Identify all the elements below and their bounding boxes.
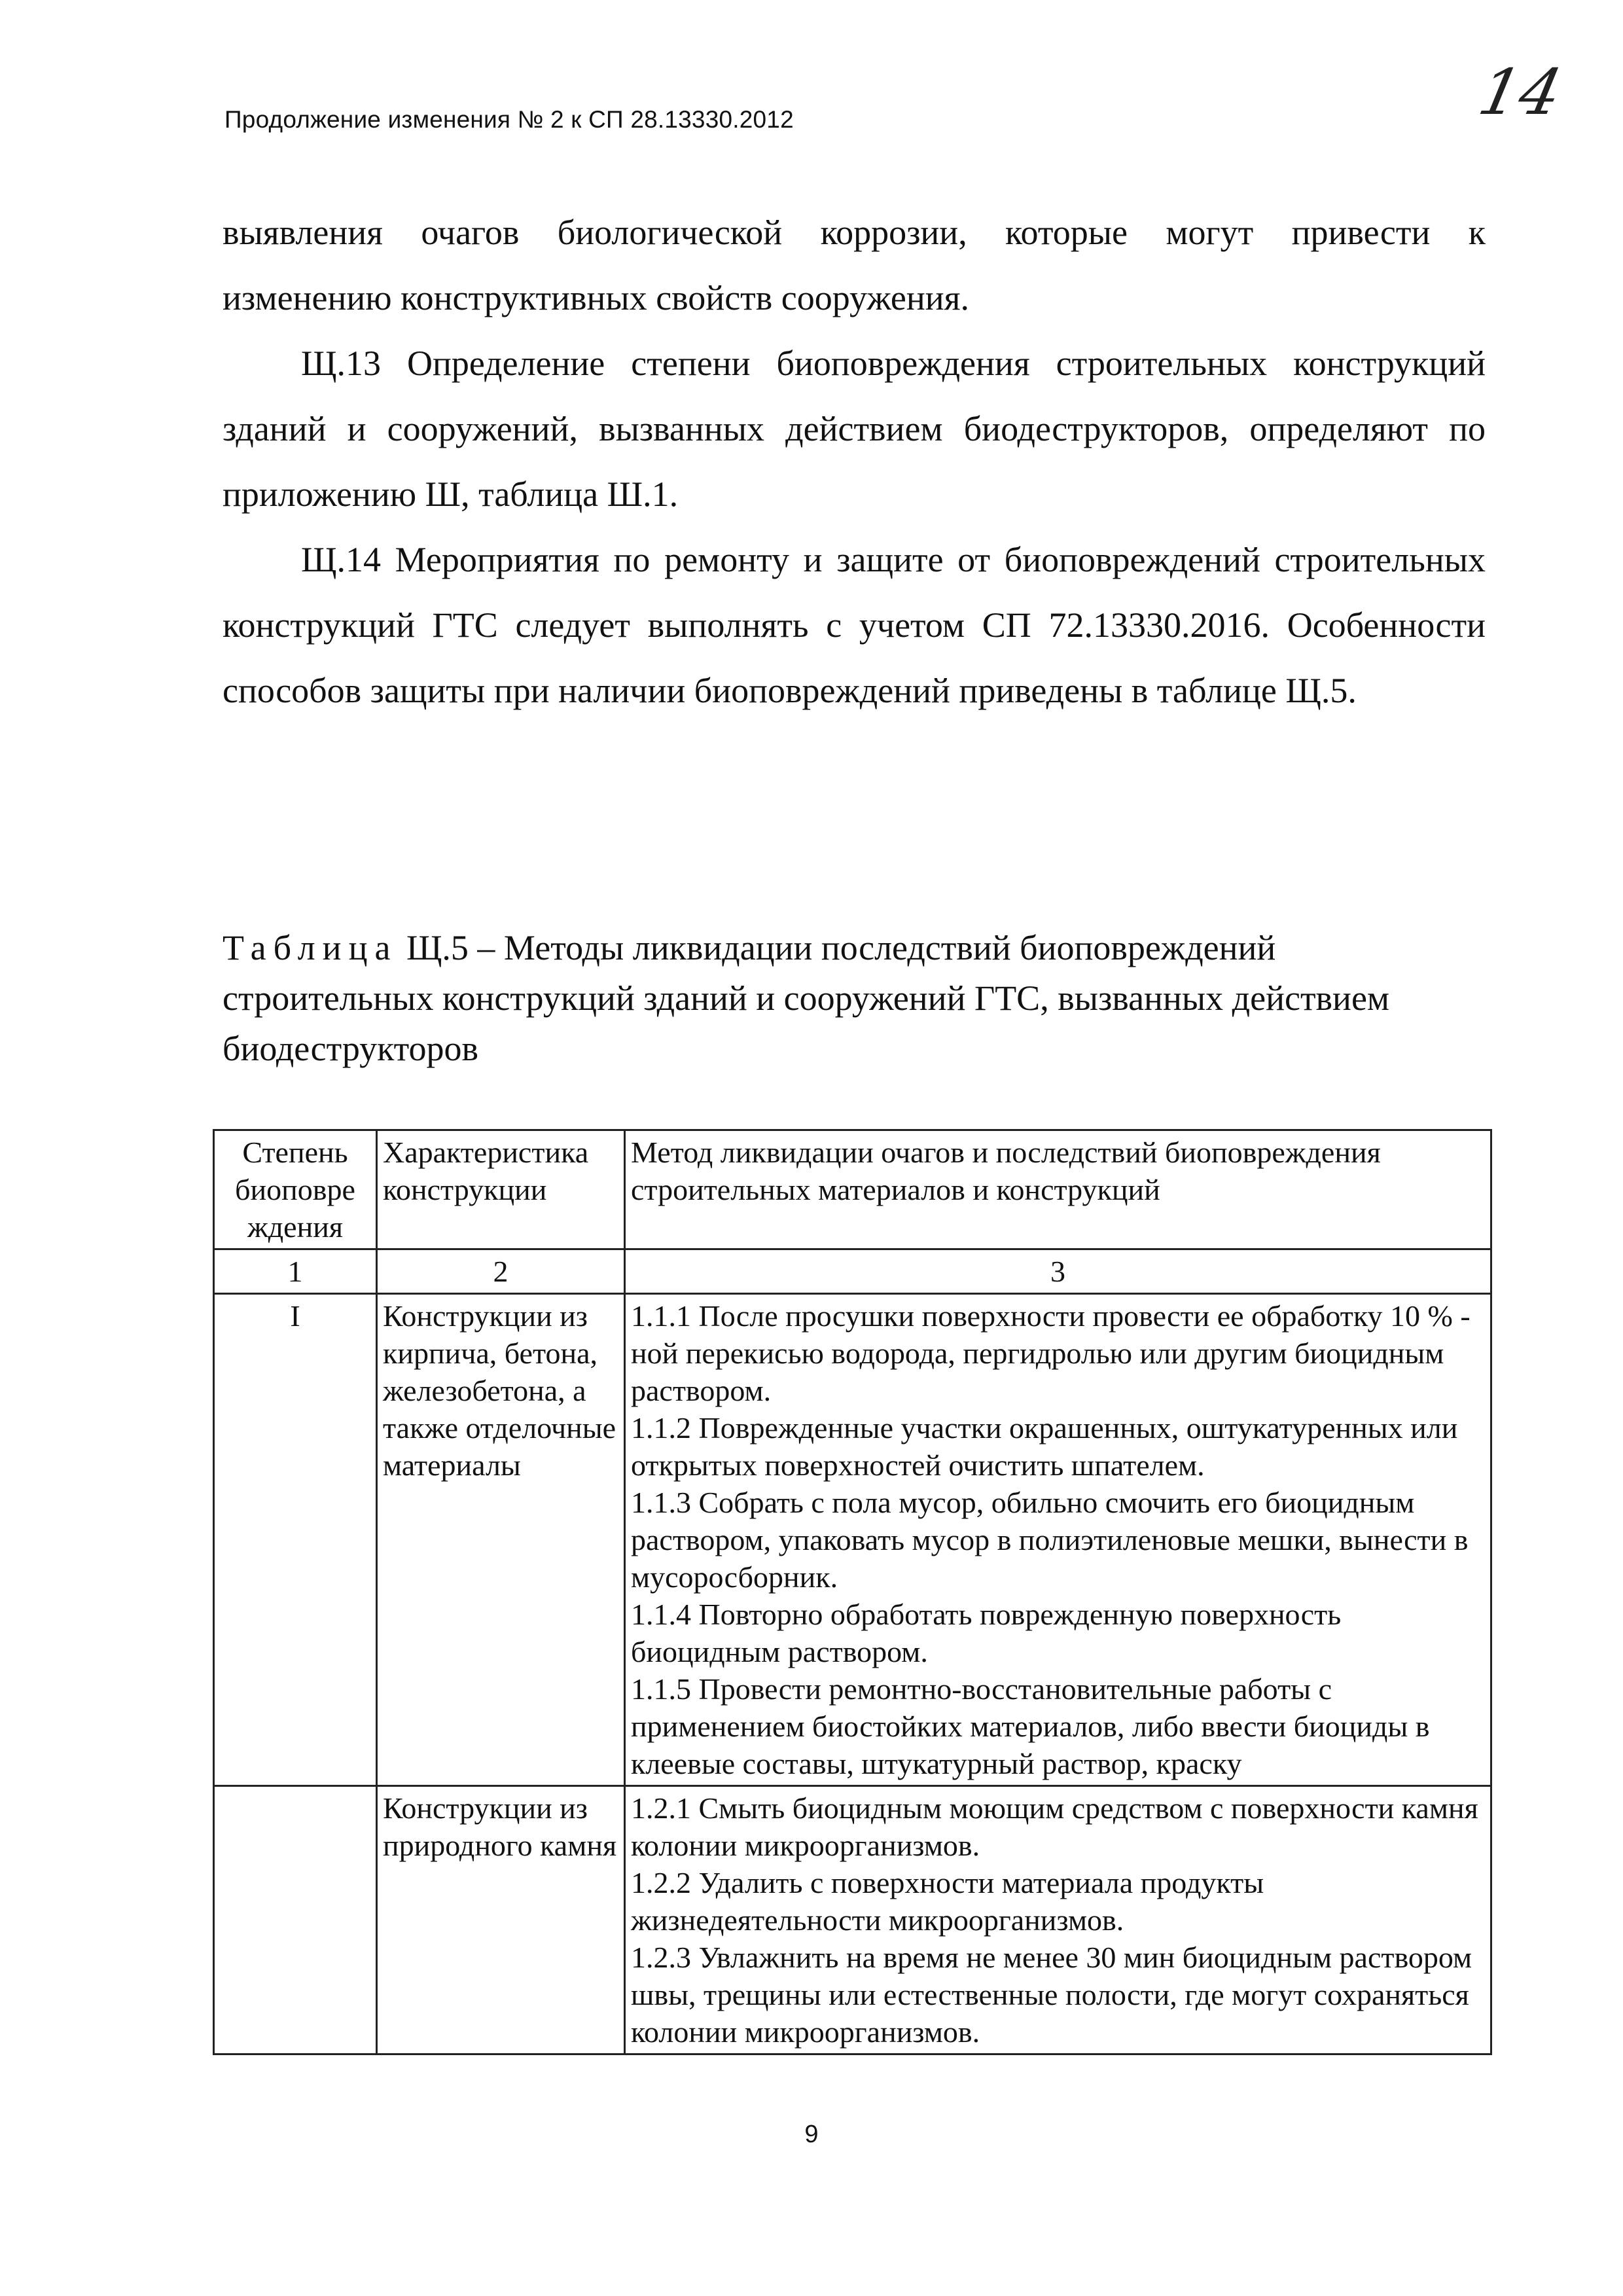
header-degree: Степень биоповре ждения: [214, 1130, 377, 1249]
method-item: 1.2.1 Смыть биоцидным моющим средством с поверхности камня колонии микроорганизмов.: [631, 1791, 1478, 1862]
method-item: 1.1.3 Собрать с пола мусор, обильно смочить его биоцидным раствором, упаковать мусор в полиэтиленовые мешки, вынести в мусоросборник.: [631, 1486, 1469, 1594]
paragraph-sch14: Щ.14 Мероприятия по ремонту и защите от биоповреждений строительных конструкций ГТС следует выполнять с учетом СП 72.13330.2016. Особенности способов защиты при наличии биоповреждений приведены в таблице Щ.5.: [223, 540, 1486, 710]
method-item: 1.1.1 После просушки поверхности провести ее обработку 10 % - ной перекисью водорода, пергидролью или другим биоцидным раствором.: [631, 1299, 1471, 1407]
document-header: Продолжение изменения № 2 к СП 28.13330.2012: [224, 106, 794, 133]
table-caption-text: Щ.5 – Методы ликвидации последствий биоповреждений строительных конструкций зданий и сооружений ГТС, вызванных действием биодеструкторов: [223, 928, 1390, 1068]
methods-table: [213, 1129, 1492, 2055]
method-item: 1.2.3 Увлажнить на время не менее 30 мин биоцидным раствором швы, трещины или естественные полости, где могут сохраняться колонии микроорганизмов.: [631, 1941, 1472, 2049]
header-characteristic: Характеристика конструкции: [377, 1130, 625, 1249]
page-number: 9: [804, 2121, 819, 2148]
method-item: 1.2.2 Удалить с поверхности материала продукты жизнедеятельности микроорганизмов.: [631, 1866, 1264, 1937]
column-number: 1: [214, 1249, 377, 1294]
method-item: 1.1.5 Провести ремонтно-восстановительные работы с применением биостойких материалов, либо ввести биоциды в клеевые составы, штукатурный раствор, краску: [631, 1672, 1430, 1780]
column-number: 3: [625, 1249, 1491, 1294]
method-cell: [625, 1786, 1491, 2054]
header-method: Метод ликвидации очагов и последствий биоповреждения строительных материалов и конструкций: [625, 1130, 1491, 1249]
column-number-row: [214, 1249, 1491, 1294]
paragraph-line: выявления очагов биологической коррозии, которые могут привести к: [223, 213, 1486, 252]
table-header-row: [214, 1130, 1491, 1249]
column-number: 2: [377, 1249, 625, 1294]
paragraph-sch13: Щ.13 Определение степени биоповреждения строительных конструкций зданий и сооружений, вызванных действием биодеструкторов, определяют по приложению Ш, таблица Ш.1.: [223, 344, 1486, 514]
degree-cell: [214, 1786, 377, 2054]
table-row: [214, 1294, 1491, 1786]
characteristic-cell: Конструкции из кирпича, бетона, железобетона, а также отделочные материалы: [377, 1294, 625, 1786]
table-row: [214, 1786, 1491, 2054]
method-item: 1.1.4 Повторно обработать поврежденную поверхность биоцидным раствором.: [631, 1598, 1342, 1668]
characteristic-cell: Конструкции из природного камня: [377, 1786, 625, 2054]
method-cell: [625, 1294, 1491, 1786]
paragraph-line: изменению конструктивных свойств сооружения.: [223, 278, 970, 317]
table-caption-label: Таблица: [223, 928, 398, 967]
table-caption: [223, 923, 1486, 1074]
paragraph-continuation: [223, 200, 1486, 723]
method-item: 1.1.2 Поврежденные участки окрашенных, оштукатуренных или открытых поверхностей очистить шпателем.: [631, 1411, 1458, 1482]
handwritten-page-mark: 14: [1472, 56, 1569, 129]
degree-cell: I: [214, 1294, 377, 1786]
